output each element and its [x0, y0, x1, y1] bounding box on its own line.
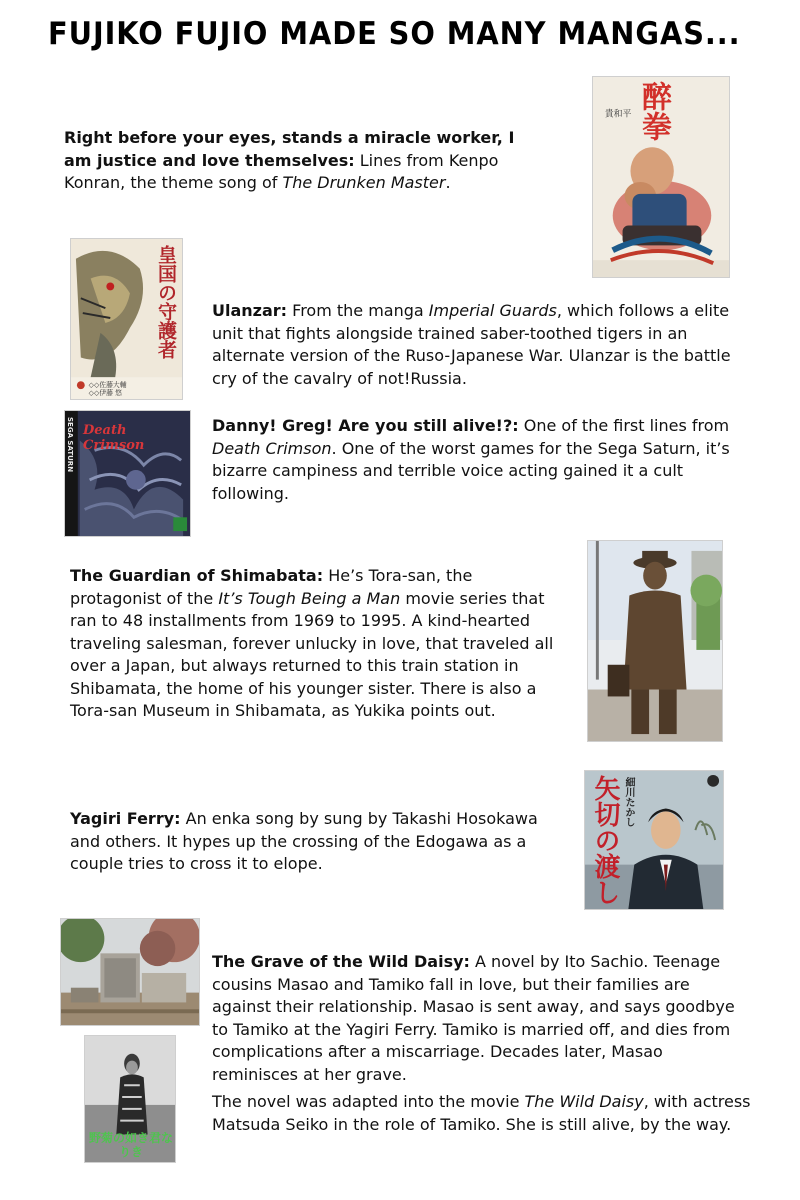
svg-text:貴和平: 貴和平 [604, 109, 632, 120]
entry-term: The Grave of the Wild Daisy: [212, 952, 470, 971]
yagiri-ferry-record-cover [584, 770, 724, 910]
entry-term: Yagiri Ferry: [70, 809, 181, 828]
drunken-master-title-text: 醉拳 [636, 81, 671, 141]
yagiri-title-text: 矢切の渡し [590, 775, 620, 905]
entry-wild-daisy-movie: The novel was adapted into the movie The Wild Daisy, with actress Matsuda Seiko in the role of Tamiko. She is still alive, by the way. [212, 1092, 751, 1134]
entry-drunken-master: Right before your eyes, stands a miracle worker, I am justice and love themselves: Lines from Kenpo Konran, the theme song of The Drunken Master. [64, 128, 515, 192]
entry-wild-daisy: The Grave of the Wild Daisy: A novel by Ito Sachio. Teenage cousins Masao and Tamiko fall in love, but their families are against their relationship. Masao is sent away, and says goodbye to Tamiko at the Yagiri Ferry. Tamiko is married off, and dies from complications after a miscarriage. Decades later, Masao reminisces at her grave. [212, 952, 735, 1084]
tora-san-statue-photo [587, 540, 723, 742]
entry-yagiri-ferry: Yagiri Ferry: An enka song by sung by Takashi Hosokawa and others. It hypes up the crossing of the Edogawa as a couple tries to cross it to elope. [70, 809, 538, 873]
wild-daisy-caption-text: 野菊の如き君なりき [88, 1131, 173, 1159]
svg-text:◇◇佐藤大輔: ◇◇佐藤大輔 [88, 381, 127, 390]
drunken-master-poster-image [592, 76, 730, 278]
page-title: FUJIKO FUJIO MADE SO MANY MANGAS... [48, 16, 741, 52]
wild-daisy-grave-photo [60, 918, 200, 1026]
entry-term: Danny! Greg! Are you still alive!?: [212, 416, 519, 435]
imperial-guards-cover-image [70, 238, 183, 400]
entry-term: Ulanzar: [212, 301, 288, 320]
entry-death-crimson: Danny! Greg! Are you still alive!?: One of the first lines from Death Crimson. One of the worst games for the Sega Saturn, it’s bizarre campiness and terrible voice acting gained it a cult following. [212, 416, 730, 503]
entry-ulanzar: Ulanzar: From the manga Imperial Guards, which follows a elite unit that fights alongside trained saber-toothed tigers in an alternate version of the Ruso-Japanese War. Ulanzar is the battle cry of the cavalry of not!Russia. [212, 301, 731, 388]
entry-term: Right before your eyes, stands a miracle worker, I am justice and love themselves: [64, 128, 515, 170]
svg-text:◇◇伊藤 悠: ◇◇伊藤 悠 [88, 389, 122, 398]
death-crimson-cover-image [64, 410, 191, 537]
yagiri-artist-text: 細川たかし [623, 777, 634, 827]
entry-tora-san: The Guardian of Shimabata: He’s Tora-san, the protagonist of the It’s Tough Being a Man movie series that ran to 48 installments from 1969 to 1995. A kind-hearted traveling salesman, forever unlucky in love, that traveled all over a Japan, but always returned to this train station in Shibamata, the home of his younger sister. There is also a Tora-san Museum in Shibamata, as Yukika points out. [70, 566, 554, 720]
sega-saturn-label: SEGA SATURN [66, 417, 74, 473]
wild-daisy-movie-poster [84, 1035, 176, 1163]
death-crimson-logo-text: Death Crimson [83, 423, 145, 453]
imperial-guards-title-text: 皇国の守護者 [155, 245, 177, 359]
entry-term: The Guardian of Shimabata: [70, 566, 324, 585]
